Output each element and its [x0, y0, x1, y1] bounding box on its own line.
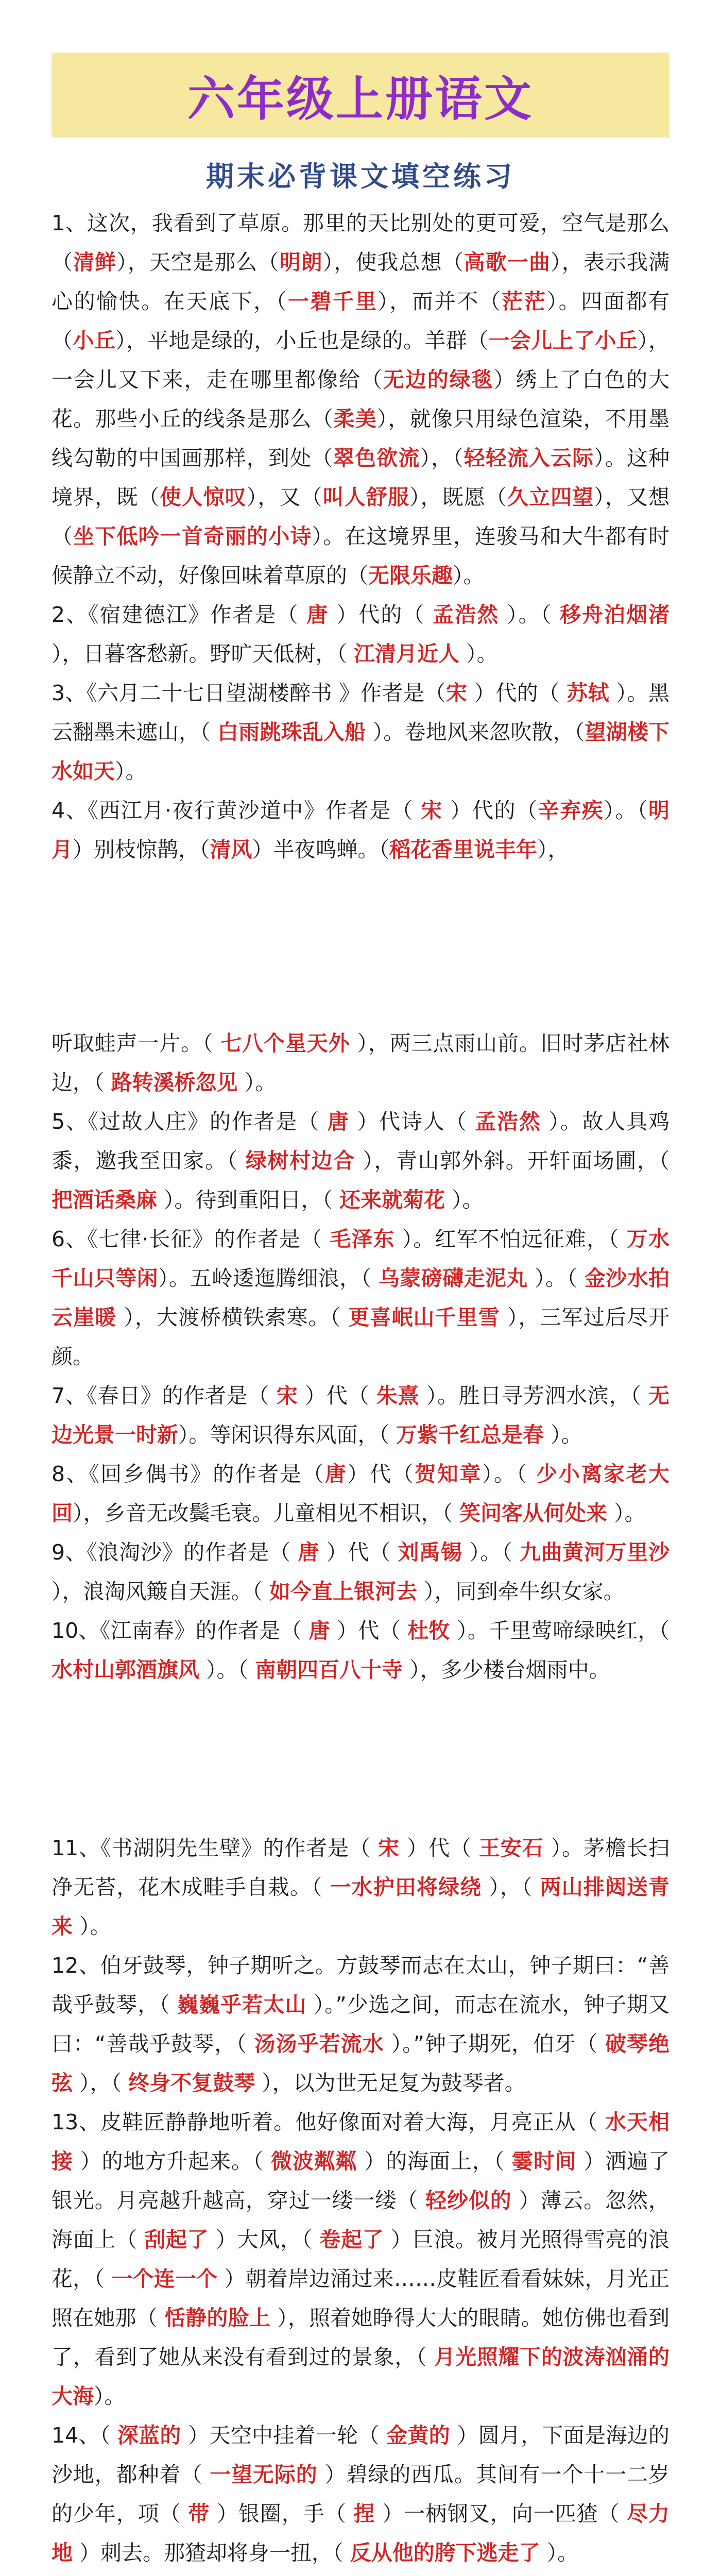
- question-text: ）。（: [462, 1540, 520, 1565]
- question-text: ），而并不（: [377, 289, 502, 314]
- answer-text: 尽力地: [52, 2501, 670, 2565]
- question-text: ），同到牵牛织女家。: [417, 1579, 625, 1604]
- question-text: 1、这次，我看到了草原。那里的天比别处的更可爱，空气是那么（: [52, 211, 670, 275]
- question-text: ）。卷地风来忽吹散，（: [366, 720, 585, 744]
- answer-text: 刮起了: [144, 2227, 209, 2252]
- question-text: ）。（: [604, 798, 649, 823]
- exercise-item-4-continued: [52, 1024, 670, 1102]
- exercise-item-13: [52, 2103, 670, 2416]
- answer-text: 久立四望: [507, 485, 594, 510]
- question-text: ）。千里莺啼绿映红，（: [450, 1618, 670, 1643]
- question-text: ），（: [73, 2071, 129, 2095]
- answer-text: 还来就菊花: [339, 1188, 445, 1212]
- question-text: 10、《江南春》的作者是（: [52, 1618, 309, 1643]
- exercise-item-3: [52, 673, 670, 791]
- answer-text: 毛泽东: [330, 1227, 395, 1251]
- answer-text: 唐: [327, 1109, 350, 1134]
- question-text: ）。（: [199, 1657, 255, 1682]
- question-text: ）。: [459, 641, 498, 666]
- answer-text: 苏轼: [566, 681, 610, 705]
- answer-text: 使人惊叹: [160, 485, 247, 510]
- answer-text: 深蓝的: [117, 2423, 181, 2448]
- answer-text: 路转溪桥忽见: [111, 1070, 238, 1095]
- answer-text: 九曲黄河万里沙: [519, 1540, 670, 1565]
- question-text: ）。（: [499, 602, 560, 627]
- answer-text: 唐: [324, 1462, 348, 1486]
- question-text: ），就像只用绿色渲染，不用墨线勾勒的中国画那样，到处（: [52, 406, 670, 470]
- exercise-item-1: [52, 204, 670, 595]
- answer-text: 唐: [308, 1618, 330, 1643]
- question-text: ）。: [540, 2540, 579, 2565]
- answer-text: 宋: [378, 1836, 400, 1860]
- exercise-item-10: [52, 1611, 670, 1689]
- answer-text: 朱熹: [376, 1383, 420, 1408]
- answer-text: 汤汤乎若流水: [254, 2031, 384, 2056]
- answer-text: 孟浩然: [475, 1109, 541, 1134]
- answer-text: 恬静的脸上: [164, 2306, 271, 2330]
- question-text: ）。”少选之间，而志在流水，钟子期又曰：“善哉乎鼓琴，（: [52, 1992, 670, 2056]
- question-text: ）代（: [400, 1836, 479, 1860]
- answer-text: 小丘: [73, 328, 116, 353]
- question-text: ）。在这境界里，连骏马和大牛都有时候静立不动，好像回味着草原的（: [52, 524, 670, 588]
- question-text: ）的地方升起来。（: [73, 2149, 271, 2174]
- answer-text: 绿树村边合: [246, 1148, 355, 1173]
- question-text: ）。红军不怕远征难，（: [394, 1227, 627, 1251]
- blank-spacer: [52, 1689, 670, 1828]
- question-text: ）代（: [347, 1462, 415, 1486]
- answer-text: 宋: [276, 1383, 298, 1408]
- answer-text: 唐: [298, 1540, 320, 1565]
- question-text: ），一会儿又下来，走在哪里都像给（: [52, 328, 670, 392]
- answer-text: 霎时间: [511, 2149, 577, 2174]
- exercise-item-7: [52, 1376, 670, 1454]
- question-text: ），平地是绿的，小丘也是绿的。羊群（: [115, 328, 489, 353]
- answer-text: 捏: [353, 2501, 375, 2526]
- answer-text: 辛弃疾: [538, 798, 604, 823]
- question-text: ）。: [607, 1501, 646, 1526]
- question-text: ）。等闲识得东风面，（: [178, 1422, 397, 1447]
- question-text: ），使我总想（: [322, 250, 464, 275]
- answer-text: 水村山郭酒旗风: [52, 1657, 199, 1682]
- exercise-item-2: [52, 595, 670, 673]
- answer-text: 翠色欲流: [333, 446, 420, 470]
- exercise-item-8: [52, 1454, 670, 1533]
- question-text: ）。: [237, 1070, 277, 1095]
- question-text: ）绣上了白色的大花。那些小丘的线条是那么（: [52, 367, 670, 431]
- answer-text: 水天相接: [52, 2110, 670, 2174]
- answer-text: 更喜岷山千里雪: [348, 1305, 500, 1330]
- exercise-item-6: [52, 1219, 670, 1376]
- question-text: ）朝着岸边涌过来……皮鞋匠看看妹妹，月光正照在她那（: [52, 2266, 670, 2330]
- answer-text: 无边光景一时新: [52, 1383, 670, 1447]
- question-text: ），既愿（: [409, 485, 507, 510]
- question-text: ）碧绿的西瓜。其间有一个十一二岁的少年，项（: [52, 2462, 670, 2526]
- question-text: ）。”钟子期死，伯牙（: [384, 2031, 606, 2056]
- question-text: ），（: [420, 446, 464, 470]
- blank-spacer: [52, 869, 670, 1024]
- answer-text: 宋: [445, 681, 468, 705]
- answer-text: 江清月近人: [354, 641, 460, 666]
- exercise-item-4: [52, 791, 670, 869]
- answer-text: 叫人舒服: [322, 485, 410, 510]
- question-text: ），: [537, 837, 569, 862]
- answer-text: 清鲜: [73, 250, 117, 275]
- exercise-item-5: [52, 1102, 670, 1219]
- answer-text: 反从他的胯下逃走了: [350, 2540, 540, 2565]
- answer-text: 茫茫: [502, 289, 547, 314]
- question-text: ）代（: [319, 1540, 398, 1565]
- answer-text: 稻花香里说丰年: [389, 837, 537, 862]
- question-text: ）。: [94, 2384, 126, 2409]
- question-text: ）。四面都有（: [52, 289, 670, 353]
- page-title: 六年级上册语文: [187, 71, 534, 127]
- answer-text: 贺知章: [415, 1462, 482, 1486]
- answer-text: 无限乐趣: [368, 563, 453, 588]
- question-text: ），多少楼台烟雨中。: [403, 1657, 610, 1682]
- question-text: ）。: [445, 1188, 484, 1212]
- page-subtitle: 期末必背课文填空练习: [206, 160, 515, 193]
- question-text: ）。五岭逶迤腾细浪，（: [158, 1266, 379, 1291]
- question-text: ）。: [544, 1422, 582, 1447]
- question-text: ）巨浪。被月光照得雪亮的浪花，（: [52, 2227, 670, 2291]
- answer-text: 轻轻流入云际: [464, 446, 594, 470]
- question-text: ），大渡桥横铁索寒。（: [116, 1305, 349, 1330]
- answer-text: 无边的绿毯: [383, 367, 494, 392]
- question-text: ）洒遍了银光。月亮越升越高，穿过一缕一缕（: [52, 2149, 670, 2213]
- question-text: 9、《浪淘沙》的作者是（: [52, 1540, 298, 1565]
- question-text: ）。这种境界，既（: [52, 446, 670, 510]
- question-text: ）天空中挂着一轮（: [181, 2423, 387, 2448]
- answer-text: 高歌一曲: [464, 250, 551, 275]
- question-text: ）。: [453, 563, 485, 588]
- answer-text: 乌蒙磅礴走泥丸: [378, 1266, 528, 1291]
- answer-text: 一望无际的: [210, 2462, 318, 2487]
- answer-text: 带: [188, 2501, 210, 2526]
- question-text: ），两三点雨山前。旧时茅店社林边，（: [52, 1031, 670, 1095]
- answer-text: 笑问客从何处来: [459, 1501, 608, 1526]
- answer-text: 把酒话桑麻: [52, 1188, 157, 1212]
- title-banner: [52, 53, 670, 138]
- question-text: ）大风，（: [209, 2227, 320, 2252]
- answer-text: 移舟泊烟渚: [560, 602, 670, 627]
- question-text: ），以为世无足复为鼓琴者。: [255, 2071, 526, 2095]
- question-text: 4、《西江月·夜行黄沙道中》作者是（: [52, 798, 421, 823]
- question-text: 听取蛙声一片。（: [52, 1031, 221, 1056]
- exercise-content: [52, 204, 670, 2572]
- answer-text: 金沙水拍云崖暖: [52, 1266, 670, 1330]
- exercise-item-12: [52, 1946, 670, 2103]
- question-text: ）。故人具鸡黍，邀我至田家。（: [52, 1109, 670, 1173]
- question-text: ）。茅檐长扫净无苔，花木成畦手自栽。（: [52, 1836, 670, 1900]
- answer-text: 破琴绝弦: [52, 2031, 670, 2095]
- answer-text: 清风: [210, 837, 252, 862]
- answer-text: 孟浩然: [433, 602, 500, 627]
- question-text: ）。待到重阳日，（: [157, 1188, 340, 1212]
- question-text: ），表示我满心的愉快。在天底下，（: [52, 250, 670, 314]
- answer-text: 白雨跳珠乱入船: [217, 720, 366, 744]
- answer-text: 一碧千里: [287, 289, 378, 314]
- question-text: ），三军过后尽开颜。: [52, 1305, 670, 1369]
- question-text: ），浪淘风簸自天涯。（: [52, 1579, 270, 1604]
- question-text: 3、《六月二十七日望湖楼醉书 》作者是（: [52, 681, 446, 705]
- question-text: ）代（: [330, 1618, 408, 1643]
- answer-text: 明朗: [279, 250, 323, 275]
- question-text: ）。（: [527, 1266, 585, 1291]
- answer-text: 巍巍乎若太山: [177, 1992, 307, 2017]
- answer-text: 万水千山只等闲: [52, 1227, 670, 1291]
- answer-text: 一会儿上了小丘: [488, 328, 638, 353]
- question-text: ）。: [115, 759, 147, 784]
- answer-text: 微波粼粼: [271, 2149, 357, 2174]
- question-text: 2、《宿建德江》作者是（: [52, 602, 307, 627]
- question-text: ）。黑云翻墨未遮山，（: [52, 681, 670, 744]
- answer-text: 柔美: [333, 406, 377, 431]
- question-text: ）代的（: [467, 681, 567, 705]
- question-text: ），日暮客愁新。野旷天低树，（: [52, 641, 354, 666]
- answer-text: 望湖楼下水如天: [52, 720, 670, 784]
- question-text: ），青山郭外斜。开轩面场圃，（: [355, 1148, 670, 1173]
- question-text: ）代诗人（: [349, 1109, 475, 1134]
- answer-text: 王安石: [478, 1836, 544, 1860]
- answer-text: 终身不复鼓琴: [128, 2071, 255, 2095]
- exercise-item-14: [52, 2416, 670, 2572]
- question-text: ）。（: [482, 1462, 537, 1486]
- answer-text: 明月: [52, 798, 670, 862]
- question-text: ），又想（: [52, 485, 670, 549]
- question-text: ），天空是那么（: [116, 250, 280, 275]
- answer-text: 如今直上银河去: [269, 1579, 418, 1604]
- answer-text: 刘禹锡: [398, 1540, 462, 1565]
- question-text: ）半夜鸣蝉。（: [252, 837, 389, 862]
- question-text: ），乡音无改鬓毛衰。儿童相见不相识，（: [73, 1501, 460, 1526]
- question-text: 7、《春日》的作者是（: [52, 1383, 277, 1408]
- question-text: ）。: [73, 1914, 111, 1939]
- question-text: ）刺去。那猹却将身一扭，（: [73, 2540, 350, 2565]
- question-text: ）圆月，下面是海边的沙地，都种着（: [52, 2423, 670, 2487]
- question-text: ），照着她睁得大大的眼睛。她仿佛也看到了，看到了她从来没有看到过的景象，（: [52, 2306, 670, 2369]
- question-text: 6、《七律·长征》的作者是（: [52, 1227, 330, 1251]
- answer-text: 七八个星天外: [220, 1031, 350, 1056]
- answer-text: 万紫千红总是春: [396, 1422, 544, 1447]
- question-text: ）代的（: [329, 602, 433, 627]
- question-text: 5、《过故人庄》的作者是（: [52, 1109, 328, 1134]
- answer-text: 宋: [421, 798, 443, 823]
- answer-text: 两山排闼送青来: [52, 1875, 670, 1939]
- answer-text: 坐下低吟一首奇丽的小诗: [73, 524, 312, 549]
- answer-text: 卷起了: [319, 2227, 384, 2252]
- question-text: 12、伯牙鼓琴，钟子期听之。方鼓琴而志在太山，钟子期曰：“善哉乎鼓琴，（: [52, 1953, 670, 2017]
- exercise-item-11: [52, 1828, 670, 1946]
- question-text: ）别枝惊鹊，（: [73, 837, 210, 862]
- question-text: ）银圈，手（: [210, 2501, 354, 2526]
- answer-text: 南朝四百八十寺: [255, 1657, 403, 1682]
- question-text: ）的海面上，（: [357, 2149, 512, 2174]
- question-text: ）代的（: [442, 798, 538, 823]
- exercise-item-9: [52, 1533, 670, 1611]
- question-text: 8、《回乡偶书》的作者是（: [52, 1462, 325, 1486]
- question-text: ）。胜日寻芳泗水滨，（: [419, 1383, 649, 1408]
- answer-text: 少小离家老大回: [52, 1462, 670, 1526]
- question-text: ），（: [482, 1875, 540, 1900]
- question-text: ）一柄钢叉，向一匹猹（: [375, 2501, 627, 2526]
- answer-text: 杜牧: [407, 1618, 450, 1643]
- question-text: 13、皮鞋匠静静地听着。他好像面对着大海，月亮正从（: [52, 2110, 606, 2134]
- answer-text: 一个连一个: [111, 2266, 218, 2291]
- answer-text: 月光照耀下的波涛汹涌的大海: [52, 2345, 670, 2409]
- answer-text: 一水护田将绿绕: [330, 1875, 482, 1900]
- question-text: ）代（: [298, 1383, 376, 1408]
- question-text: 11、《书湖阴先生壁》的作者是（: [52, 1836, 379, 1860]
- question-text: ）薄云。忽然，海面上（: [52, 2188, 670, 2252]
- answer-text: 唐: [306, 602, 329, 627]
- question-text: 14、（: [52, 2423, 117, 2448]
- answer-text: 轻纱似的: [425, 2188, 512, 2213]
- question-text: ），又（: [246, 485, 323, 510]
- answer-text: 金黄的: [386, 2423, 450, 2448]
